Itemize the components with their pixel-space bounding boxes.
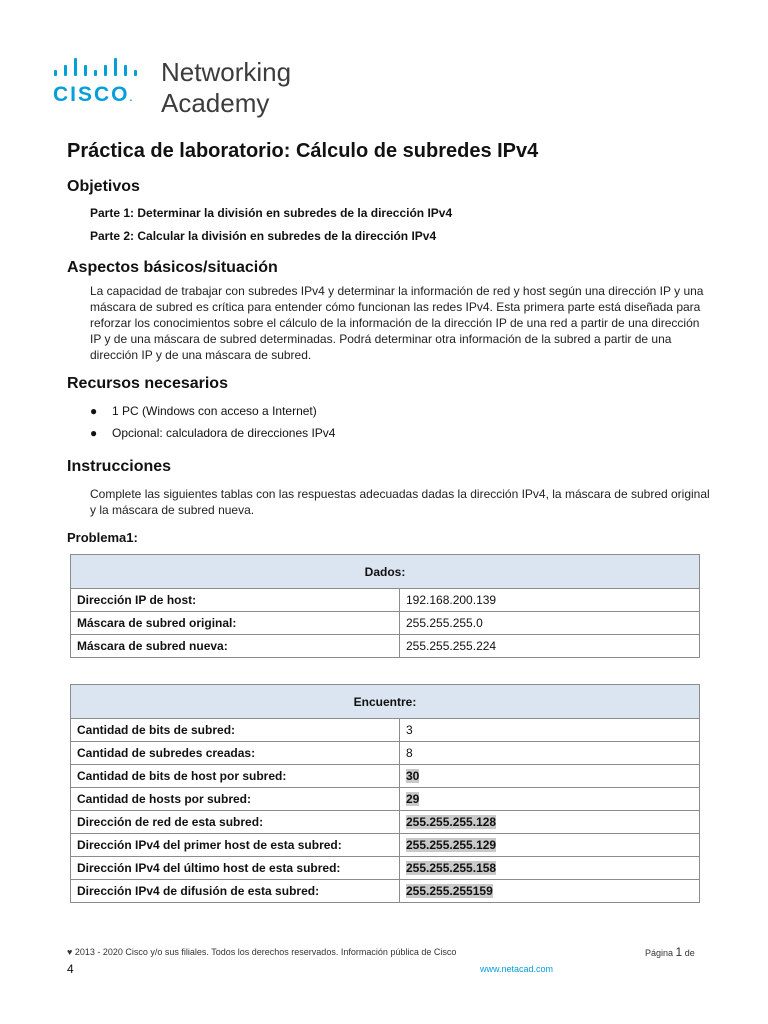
row-value: 192.168.200.139 [400,589,700,612]
row-label: Máscara de subred original: [71,612,400,635]
table-row [71,857,700,880]
highlighted-answer: 30 [406,769,420,783]
highlighted-answer: 255.255.255.128 [406,815,497,829]
netacad-link[interactable]: www.netacad.com [480,964,554,974]
table-row [71,635,700,658]
problem-label: Problema1: [67,530,138,545]
row-label: Dirección de red de esta subred: [71,811,400,834]
table-row [71,811,700,834]
table-row [71,612,700,635]
row-label: Cantidad de subredes creadas: [71,742,400,765]
row-label: Cantidad de bits de subred: [71,719,400,742]
objective-item: Parte 1: Determinar la división en subredes de la dirección IPv4 [90,206,453,220]
instructions-paragraph: Complete las siguientes tablas con las respuestas adecuadas dadas la dirección IPv4, la máscara de subred original y la máscara de subred nueva. [90,487,710,517]
find-table-header: Encuentre: [71,685,700,719]
footer-copyright: ♥ 2013 - 2020 Cisco y/o sus filiales. Todos los derechos reservados. Información pública de Cisco [67,947,457,957]
cisco-bars-icon [52,56,152,82]
cisco-wordmark: CISCO. [53,83,133,106]
background-paragraph: La capacidad de trabajar con subredes IPv4 y determinar la información de red y host según una dirección IP y una máscara de subred es crítica para entender cómo funcionan las redes IPv4. Esta primera parte está diseñada para reforzar los conocimientos sobre el cálculo de la información de la dirección IP de una red a partir de una dirección IP y de una máscara de subred determinadas. Podrá determinar otra información de la subred a partir de una dirección IP y de una máscara de subred. [90,284,704,362]
table-row [71,589,700,612]
table-row [71,765,700,788]
row-label: Cantidad de bits de host por subred: [71,765,400,788]
table-row [71,742,700,765]
objectives-heading: Objetivos [67,178,140,195]
highlighted-answer: 29 [406,792,420,806]
resource-item: ● Opcional: calculadora de direcciones IPv4 [90,426,336,440]
highlighted-answer: 255.255.255.129 [406,838,497,852]
instructions-heading: Instrucciones [67,458,172,475]
row-label: Dirección IP de host: [71,589,400,612]
objective-item: Parte 2: Calcular la división en subredes de la dirección IPv4 [90,229,437,243]
row-label: Cantidad de hosts por subred: [71,788,400,811]
resources-heading: Recursos necesarios [67,375,228,392]
find-table [70,684,700,903]
row-value: 255.255.255.0 [400,612,700,635]
table-row [71,880,700,903]
row-label: Máscara de subred nueva: [71,635,400,658]
table-row [71,834,700,857]
row-value: 255.255.255.224 [400,635,700,658]
row-value: 3 [400,719,700,742]
row-label: Dirección IPv4 de difusión de esta subred: [71,880,400,903]
highlighted-answer: 255.255.255.158 [406,861,497,875]
page-title: Práctica de laboratorio: Cálculo de subredes IPv4 [67,140,539,162]
cisco-networking-academy-logo [52,56,312,120]
row-value: 8 [400,742,700,765]
logo-academy-text: Academy [161,88,270,118]
given-table-header: Dados: [71,555,700,589]
footer-page-number: Página 1 de [645,945,695,959]
resource-item: ● 1 PC (Windows con acceso a Internet) [90,404,317,418]
row-label: Dirección IPv4 del último host de esta subred: [71,857,400,880]
logo-networking-text: Networking [161,57,292,87]
highlighted-answer: 255.255.255159 [406,884,493,898]
table-row [71,788,700,811]
table-row [71,719,700,742]
given-table [70,554,700,658]
footer-total-pages: 4 [67,962,74,976]
background-heading: Aspectos básicos/situación [67,259,278,276]
row-label: Dirección IPv4 del primer host de esta subred: [71,834,400,857]
